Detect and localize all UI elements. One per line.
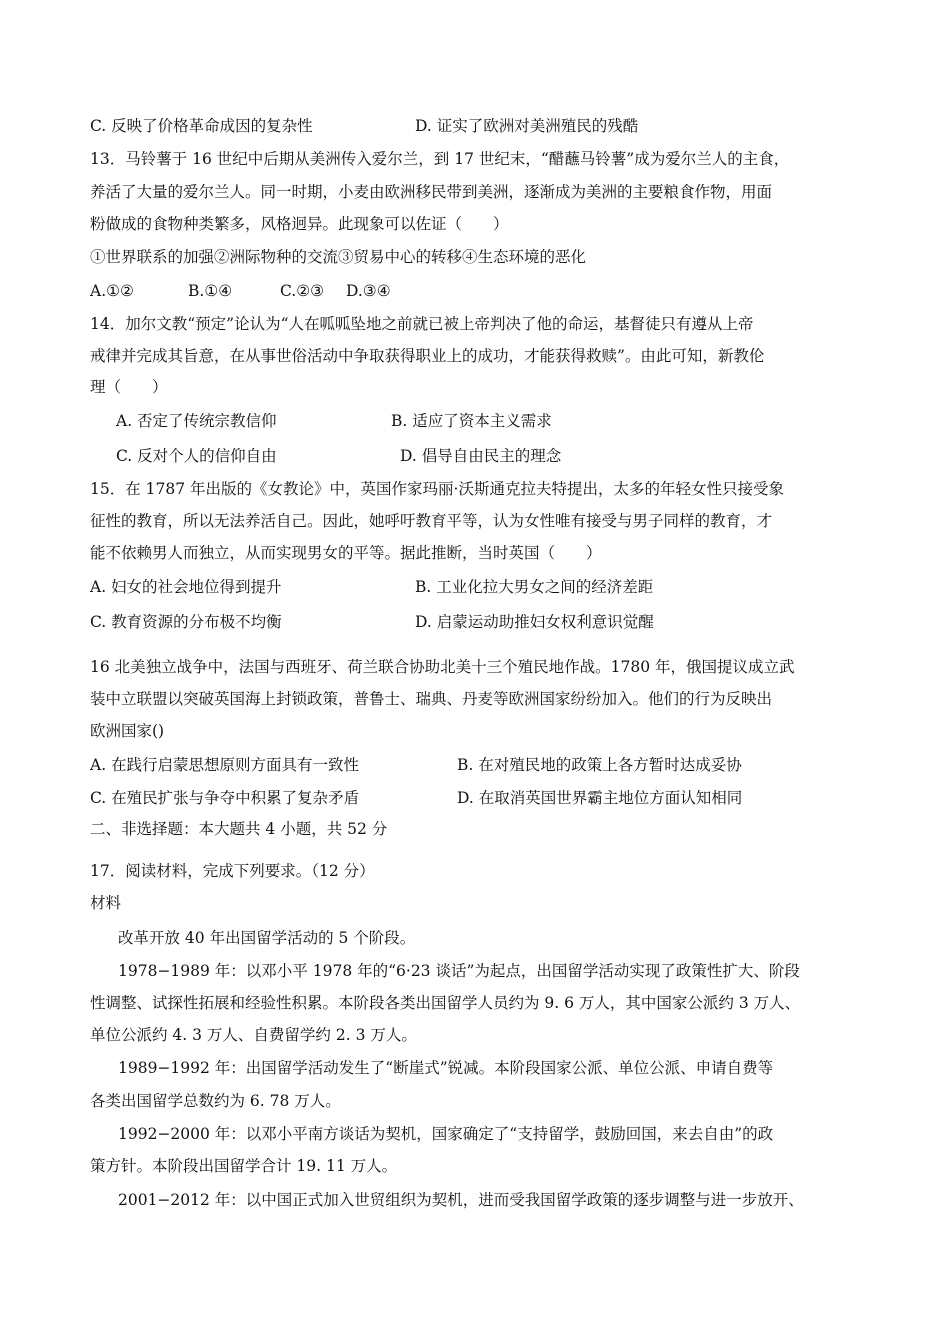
- q16-option-a: A. 在践行启蒙思想原则方面具有一致性: [90, 756, 360, 774]
- q15-option-c: C. 教育资源的分布极不均衡: [90, 613, 282, 631]
- q14-stem-line-2: 戒律并完成其旨意，在从事世俗活动中争取获得职业上的成功，才能获得救赎”。由此可知，新教伦: [90, 347, 765, 365]
- q17-p1-line-3: 单位公派约 4. 3 万人、自费留学约 2. 3 万人。: [90, 1026, 417, 1044]
- q13-option-d: D.③④: [346, 282, 391, 300]
- q14-stem-line-3: 理（ ）: [90, 378, 168, 396]
- section-heading: 二、非选择题：本大题共 4 小题，共 52 分: [90, 820, 388, 838]
- q15-stem-line-1: 15．在 1787 年出版的《女教论》中，英国作家玛丽·沃斯通克拉夫特提出，太多的年轻女性只接受象: [90, 480, 784, 498]
- q16-stem-line-2: 装中立联盟以突破英国海上封锁政策，普鲁士、瑞典、丹麦等欧洲国家纷纷加入。他们的行为反映出: [90, 690, 773, 708]
- q17-p4-line-1: 2001−2012 年：以中国正式加入世贸组织为契机，进而受我国留学政策的逐步调整与进一步放开、: [118, 1191, 804, 1209]
- q13-option-a: A.①②: [90, 282, 134, 300]
- q17-p2-line-1: 1989−1992 年：出国留学活动发生了“断崖式”锐减。本阶段国家公派、单位公派、申请自费等: [118, 1059, 774, 1077]
- q12-option-c: C. 反映了价格革命成因的复杂性: [90, 117, 313, 135]
- q17-material-label: 材料: [90, 894, 122, 912]
- q13-stem-line-2: 养活了大量的爱尔兰人。同一时期，小麦由欧洲移民带到美洲，逐渐成为美洲的主要粮食作物，用面: [90, 183, 773, 201]
- q14-option-b: B. 适应了资本主义需求: [391, 412, 552, 430]
- q17-p2-line-2: 各类出国留学总数约为 6. 78 万人。: [90, 1092, 341, 1110]
- q16-option-d: D. 在取消英国世界霸主地位方面认知相同: [457, 789, 743, 807]
- q15-stem-line-2: 征性的教育，所以无法养活自己。因此，她呼吁教育平等，认为女性唯有接受与男子同样的教育，才: [90, 512, 773, 530]
- q14-option-d: D. 倡导自由民主的理念: [400, 447, 562, 465]
- q14-stem-line-1: 14．加尔文教“预定”论认为“人在呱呱坠地之前就已被上帝判决了他的命运，基督徒只有遵从上帝: [90, 315, 754, 333]
- q17-p3-line-1: 1992−2000 年：以邓小平南方谈话为契机，国家确定了“支持留学，鼓励回国，来去自由”的政: [118, 1125, 774, 1143]
- q15-option-a: A. 妇女的社会地位得到提升: [90, 578, 282, 596]
- q13-stem-line-1: 13．马铃薯于 16 世纪中后期从美洲传入爱尔兰，到 17 世纪末，“醋蘸马铃薯”成为爱尔兰人的主食，: [90, 150, 790, 168]
- q16-option-b: B. 在对殖民地的政策上各方暂时达成妥协: [457, 756, 742, 774]
- q16-stem-line-1: 16 北美独立战争中，法国与西班牙、荷兰联合协助北美十三个殖民地作战。1780 年，俄国提议成立武: [90, 658, 795, 676]
- q13-items: ①世界联系的加强②洲际物种的交流③贸易中心的转移④生态环境的恶化: [90, 248, 587, 266]
- q13-option-b: B.①④: [188, 282, 233, 300]
- q17-p3-line-2: 策方针。本阶段出国留学合计 19. 11 万人。: [90, 1157, 398, 1175]
- q15-option-b: B. 工业化拉大男女之间的经济差距: [415, 578, 654, 596]
- q16-option-c: C. 在殖民扩张与争夺中积累了复杂矛盾: [90, 789, 360, 807]
- q15-option-d: D. 启蒙运动助推妇女权利意识觉醒: [415, 613, 654, 631]
- q17-p1-line-1: 1978−1989 年：以邓小平 1978 年的“6·23 谈话”为起点，出国留学活动实现了政策性扩大、阶段: [118, 962, 800, 980]
- q16-stem-line-3: 欧洲国家(): [90, 722, 165, 740]
- q13-option-c: C.②③: [280, 282, 325, 300]
- q12-option-d: D. 证实了欧洲对美洲殖民的残酷: [415, 117, 639, 135]
- q15-stem-line-3: 能不依赖男人而独立，从而实现男女的平等。据此推断，当时英国（ ）: [90, 544, 602, 562]
- q14-option-c: C. 反对个人的信仰自由: [116, 447, 277, 465]
- q17-stem: 17．阅读材料，完成下列要求。（12 分）: [90, 862, 375, 880]
- q17-p1-line-2: 性调整、试探性拓展和经验性积累。本阶段各类出国留学人员约为 9. 6 万人，其中国家公派约 3 万人、: [90, 994, 801, 1012]
- q17-intro: 改革开放 40 年出国留学活动的 5 个阶段。: [118, 929, 416, 947]
- q13-stem-line-3: 粉做成的食物种类繁多，风格迥异。此现象可以佐证（ ）: [90, 215, 509, 233]
- q14-option-a: A. 否定了传统宗教信仰: [116, 412, 277, 430]
